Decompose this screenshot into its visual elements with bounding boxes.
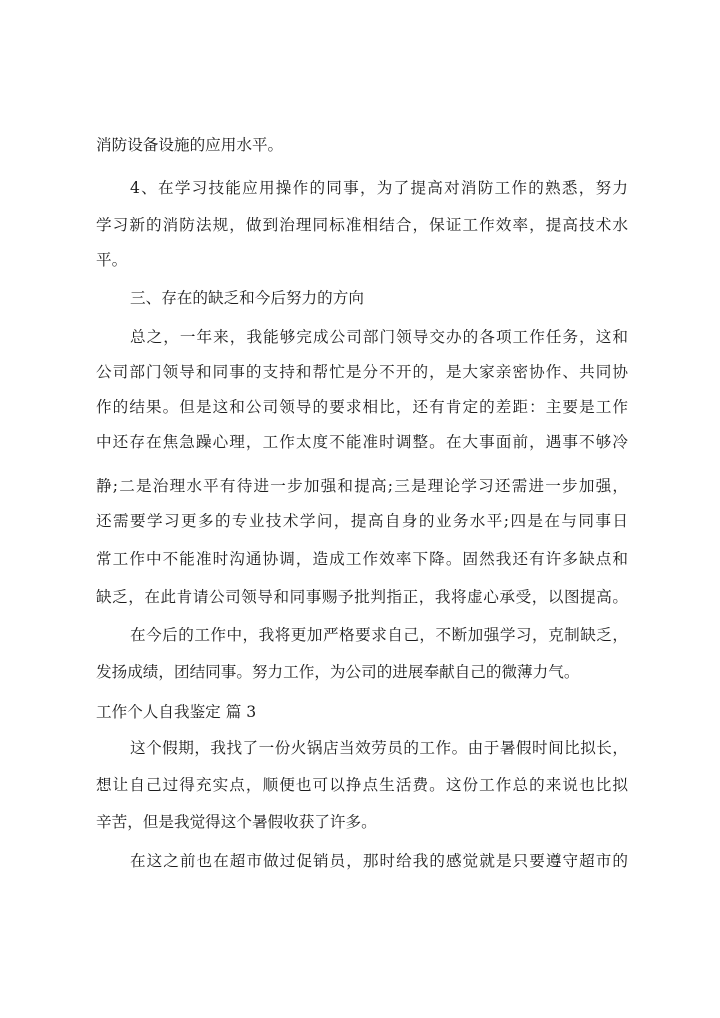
section-heading: 三、存在的缺乏和今后努力的方向 xyxy=(130,289,364,307)
text-line: 缺乏，在此肯请公司领导和同事赐予批判指正，我将虚心承受，以图提高。 xyxy=(96,588,628,606)
text-line: 作的结果。但是这和公司领导的要求相比，还有肯定的差距：主要是工作 xyxy=(96,398,628,416)
text-line: 发扬成绩，团结同事。努力工作，为公司的进展奉献自己的微薄力气。 xyxy=(96,663,580,681)
text-line: 中还存在焦急躁心理，工作太度不能准时调整。在大事面前，遇事不够冷 xyxy=(96,433,628,451)
text-line: 常工作中不能准时沟通协调，造成工作效率下降。固然我还有许多缺点和 xyxy=(96,550,628,568)
text-line: 平。 xyxy=(96,251,128,269)
text-line: 学习新的消防法规，做到治理同标准相结合，保证工作效率，提高技术水 xyxy=(96,216,628,234)
section-heading: 工作个人自我鉴定 篇 3 xyxy=(96,703,257,721)
paragraph-first-line: 在这之前也在超市做过促销员，那时给我的感觉就是只要遵守超市的 xyxy=(130,852,628,870)
text-line: 还需要学习更多的专业技术学问，提高自身的业务水平;四是在与同事日 xyxy=(96,512,628,530)
paragraph-first-line: 这个假期，我找了一份火锅店当效劳员的工作。由于暑假时间比拟长， xyxy=(130,739,628,757)
paragraph-first-line: 4、在学习技能应用操作的同事，为了提高对消防工作的熟悉，努力 xyxy=(130,179,628,197)
text-line: 消防设备设施的应用水平。 xyxy=(96,136,284,154)
text-line: 辛苦，但是我觉得这个暑假收获了许多。 xyxy=(96,813,377,831)
text-line: 静;二是治理水平有待进一步加强和提高;三是理论学习还需进一步加强， xyxy=(96,477,628,495)
text-line: 想让自己过得充实点，顺便也可以挣点生活费。这份工作总的来说也比拟 xyxy=(96,776,628,794)
text-line: 公司部门领导和同事的支持和帮忙是分不开的，是大家亲密协作、共同协 xyxy=(96,363,628,381)
paragraph-first-line: 在今后的工作中，我将更加严格要求自己，不断加强学习，克制缺乏， xyxy=(130,626,628,644)
paragraph-first-line: 总之，一年来，我能够完成公司部门领导交办的各项工作任务，这和 xyxy=(130,328,628,346)
